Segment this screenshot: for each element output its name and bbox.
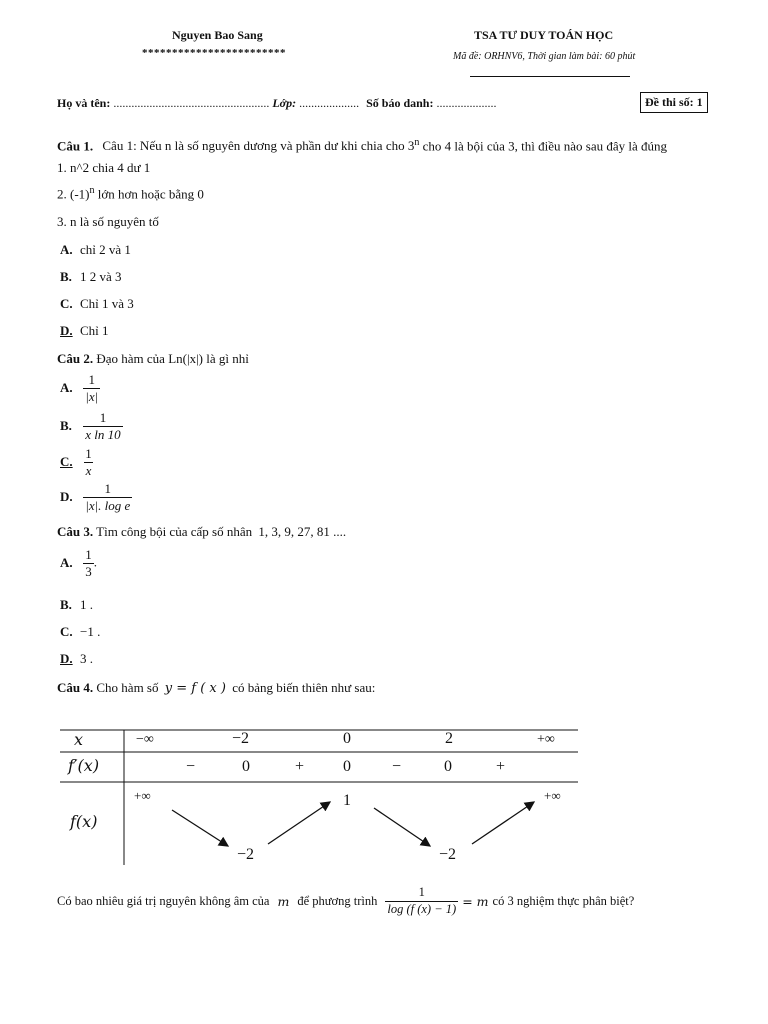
fraction: $\frac{1}{x}$ — [85, 446, 92, 479]
q2-label: Câu 2. — [57, 351, 94, 366]
option-text: Chỉ 1 — [80, 323, 109, 338]
q1-option-a[interactable] — [60, 242, 131, 258]
f-value: −2 — [439, 846, 457, 863]
q4-eq-num: 1 — [418, 885, 425, 899]
class-dots: .................... — [299, 96, 360, 110]
option-letter: A. — [60, 554, 73, 570]
exam-title: TSA TƯ DUY TOÁN HỌC — [474, 28, 614, 42]
q1-s2-b: lớn hơn hoặc bằng 0 — [94, 186, 204, 202]
option-text: chỉ 2 và 1 — [80, 242, 131, 257]
class-label: Lớp: — [272, 96, 297, 110]
fprime-value: 0 — [343, 758, 351, 775]
q4-label: Câu 4. — [57, 680, 94, 695]
fprime-value: 0 — [242, 758, 250, 775]
q1-text-b: cho 4 là bội của 3, thì điều nào sau đây là đúng — [419, 138, 668, 154]
q4-question — [57, 885, 634, 917]
option-letter: A. — [60, 242, 73, 257]
f-value: 1 — [343, 792, 351, 809]
option-text: 1 2 và 3 — [80, 269, 122, 284]
option-text: 1 . — [80, 597, 93, 612]
q3-option-d[interactable] — [60, 651, 93, 667]
q3-text: Tìm công bội của cấp số nhân — [96, 524, 253, 539]
option-letter: C. — [60, 624, 73, 639]
variation-table — [60, 722, 580, 867]
option-letter: B. — [60, 417, 72, 433]
q4-func: y = f ( x ) — [164, 681, 226, 696]
x-value: −2 — [232, 730, 250, 747]
q1-s2-sup: n — [89, 185, 95, 196]
f-value: −2 — [237, 846, 255, 863]
q4-eq-rhs: = m — [462, 893, 489, 909]
f-value: +∞ — [544, 788, 561, 803]
q1-statement-2 — [57, 185, 204, 202]
arrow-down-1 — [172, 810, 228, 846]
q2-option-c[interactable] — [60, 446, 94, 480]
arrow-down-2 — [374, 808, 430, 846]
id-label: Số báo danh: — [366, 96, 434, 110]
exam-info: Mã đề: ORHNV6, Thời gian làm bài: 60 phút — [453, 51, 636, 62]
q4-equation-fraction — [385, 885, 458, 917]
q2-option-a[interactable] — [60, 372, 100, 406]
x-row-label: x — [74, 730, 84, 749]
q3-option-c[interactable] — [60, 624, 100, 640]
q4-m: m — [277, 893, 290, 909]
x-value: 2 — [445, 730, 453, 747]
q1-statement-3: 3. n là số nguyên tố — [57, 214, 159, 229]
option-letter: A. — [60, 379, 73, 395]
option-letter: C. — [60, 453, 73, 469]
option-letter: D. — [60, 488, 73, 504]
option-text: Chỉ 1 và 3 — [80, 296, 134, 311]
option-letter: D. — [60, 651, 73, 666]
q4-stem — [57, 680, 375, 696]
x-value: 0 — [343, 730, 351, 747]
fprime-value: − — [392, 758, 402, 775]
q1-statement-1: 1. n^2 chia 4 dư 1 — [57, 160, 151, 175]
q3-option-b[interactable] — [60, 597, 93, 613]
option-tail: . — [93, 554, 97, 570]
q3-label: Câu 3. — [57, 524, 94, 539]
f-row-label: f(x) — [70, 812, 98, 831]
fprime-value: 0 — [444, 758, 452, 775]
fraction: $\frac{1}{\text{x ln 10}}$ — [85, 410, 121, 443]
name-label: Họ và tên: — [57, 96, 111, 110]
q4-question-b: để phương trình — [297, 893, 378, 908]
fraction: $\frac{1}{|x|}$ — [85, 372, 99, 405]
q1-s2-a: 2. (-1) — [57, 186, 90, 202]
arrow-up-2 — [472, 802, 534, 844]
option-text: −1 . — [80, 624, 101, 639]
q1-text-a: Câu 1: Nếu n là số nguyên dương và phần dư khi chia cho 3 — [102, 138, 415, 154]
q1-stem — [57, 137, 667, 154]
option-letter: B. — [60, 597, 72, 612]
q2-stem — [57, 351, 249, 367]
q3-option-a[interactable] — [60, 547, 97, 581]
q4-eq-den: log (f (x) − 1) — [387, 901, 457, 916]
q4-text-b: có bảng biến thiên như sau: — [232, 680, 376, 695]
f-value: +∞ — [134, 788, 151, 803]
student-info-line — [57, 96, 496, 111]
fprime-value: + — [295, 758, 305, 775]
q1-option-b[interactable] — [60, 269, 122, 285]
exam-info-underline — [470, 76, 630, 77]
fprime-value: + — [496, 758, 506, 775]
q4-text-a: Cho hàm số — [96, 680, 159, 695]
fprime-value: − — [186, 758, 196, 775]
fprime-row-label: f′(x) — [68, 756, 100, 775]
q1-sup: n — [414, 137, 420, 148]
x-value: +∞ — [537, 732, 555, 747]
option-text: 3 . — [80, 651, 93, 666]
exam-number-box: Đề thi số: 1 — [640, 92, 708, 113]
author-name: Nguyen Bao Sang — [172, 28, 263, 42]
q4-question-c: có 3 nghiệm thực phân biệt? — [492, 893, 635, 908]
q2-option-d[interactable] — [60, 481, 132, 515]
fraction: $\frac{1}{3}$ — [85, 547, 92, 580]
arrow-up-1 — [268, 802, 330, 844]
fraction: $\frac{1}{\text{|x|. log e}}$ — [85, 481, 131, 514]
option-letter: C. — [60, 296, 73, 311]
q2-option-b[interactable] — [60, 410, 123, 444]
name-dots: .................................................... — [113, 96, 270, 110]
x-value: −∞ — [136, 732, 154, 747]
author-stars: ************************ — [142, 47, 286, 59]
option-letter: D. — [60, 323, 73, 338]
q2-text: Đạo hàm của Ln(|x|) là gì nhỉ — [96, 351, 249, 366]
q1-option-d[interactable] — [60, 323, 109, 339]
q1-label: Câu 1. — [57, 138, 94, 154]
option-letter: B. — [60, 269, 72, 284]
q1-option-c[interactable] — [60, 296, 134, 312]
q3-stem — [57, 524, 346, 540]
id-dots: .................... — [436, 96, 497, 110]
q4-question-a: Có bao nhiêu giá trị nguyên không âm của — [57, 893, 270, 908]
q3-sequence: 1, 3, 9, 27, 81 .... — [258, 524, 347, 539]
